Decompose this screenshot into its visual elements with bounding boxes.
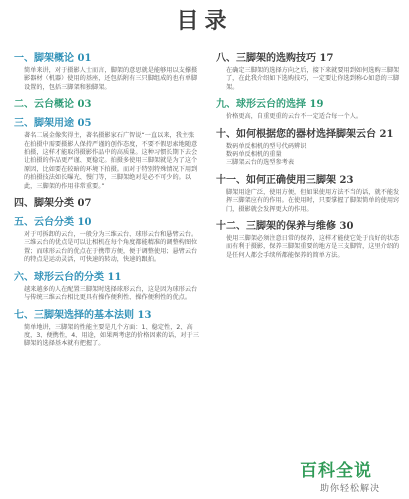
toc-summary: 对于可拆卸的云台，一般分为三维云台、球形云台和悬臂云台。三维云台的优点是可以让相机在每个角度都能精准的调整构图位置；而球形云台的优点在于携带方便，便于调整使用；悬臂云台的特点是运动灵活，可快速的转动，快速的跟拍。	[24, 231, 198, 264]
toc-heading[interactable]: 五、云台分类 10	[14, 217, 92, 229]
toc-summary: 著名二展金像奖得主，著名摄影家石广智说“一直以来，我主张在拍摄中需要摄影人保持严谨的创作态度，不要不假思索地随意拍摄，这样才能取得摄影作品中的高质量。这种习惯长期下去会让拍摄的作品更严谨、更稳定。拍摄多使用三脚架就是为了这个原因，比如要在较暗的环境下拍摄。而对于特别特殊情况下用到的拍摄技法如长曝光、慢门等，三脚架绝对是必不可少的。以此，三脚架的作用非常重要。”	[24, 132, 198, 190]
toc-entry	[216, 128, 402, 168]
toc-entry	[14, 271, 200, 303]
logo-sub-text: 助你轻松解决	[320, 484, 381, 494]
toc-entry	[14, 309, 200, 349]
toc-heading[interactable]: 十一、如何正确使用三脚架 23	[216, 174, 354, 186]
toc-summary: 简单来讲，对于摄影人士而言，脚架的意思就是能够用以支撑摄影器材（机器）使用的基座，还包括附有三只脚组成的也有单脚设置的，包括三脚架和独脚架。	[24, 67, 198, 91]
toc-heading[interactable]: 六、球形云台的分类 11	[14, 271, 122, 283]
toc-heading[interactable]: 一、脚架概论 01	[14, 53, 92, 64]
toc-entry	[216, 98, 402, 121]
toc-entry	[14, 52, 200, 92]
toc-entry	[216, 174, 402, 214]
toc-entry	[14, 197, 200, 210]
toc-heading[interactable]: 十、如何根据您的器材选择脚架云台 21	[216, 128, 394, 140]
toc-entry	[14, 216, 200, 265]
toc-summary: 使用三脚架必须注意日常的保养，这样才能使它处于良好的状态而有利于摄影，保养三脚架重要的地方是三支脚管，这里介绍的是任何人都会手续所都能保养的简单方法。	[226, 235, 400, 259]
toc-heading[interactable]: 三、脚架用途 05	[14, 118, 92, 130]
toc-right-column	[216, 52, 402, 266]
toc-heading[interactable]: 九、球形云台的选择 19	[216, 99, 324, 111]
toc-summary: 简单地讲，三脚架的性能主要是几个方面：1、稳定性，2、高度，3、便携性，4、用途，如果两考虑的价格因素的话，对于三脚架的选择基本就有把握了。	[24, 323, 199, 348]
page-title: 目录	[176, 9, 233, 34]
toc-summary: 价格更高，自重更重的云台不一定适合每一个人。	[226, 113, 363, 121]
toc-summary: 在确定三脚架的选择方向之后，接下来就要用到如何选购三脚架了，在此我介绍如下选购技巧，一定要让你选到称心如意的三脚架。	[226, 67, 400, 91]
toc-heading[interactable]: 二、云台概论 03	[14, 99, 92, 111]
toc-entry	[14, 98, 200, 111]
toc-entry	[216, 52, 402, 92]
toc-summary: 数码单反相机的型号代码辨识 数码单反相机的重量 三脚架云台的选型参考表	[226, 142, 307, 167]
logo-main-text: 百科全说	[300, 461, 372, 481]
toc-summary: 脚架用途广泛，使用方便，但如果使用方法不当的话，就不能发挥三脚架应有的作用。在使用时，只要掌握了脚架简单的使用窍门，摄影就会发挥更大的作用。	[226, 188, 400, 213]
toc-left-column	[14, 52, 200, 355]
toc-entry	[216, 220, 402, 260]
toc-heading[interactable]: 四、脚架分类 07	[14, 198, 92, 210]
baike-watermark-logo	[300, 456, 395, 496]
toc-heading[interactable]: 八、三脚架的选购技巧 17	[216, 53, 334, 64]
toc-summary: 越来越多的人在配置三脚架时选择球形云台，这是因为球形云台与传统三维云台相比更具有操作便利性、操作便利性的优点。	[24, 285, 198, 302]
toc-heading[interactable]: 七、三脚架选择的基本法则 13	[14, 309, 152, 321]
toc-entry	[14, 117, 200, 191]
toc-heading[interactable]: 十二、三脚架的保养与维修 30	[216, 221, 354, 233]
